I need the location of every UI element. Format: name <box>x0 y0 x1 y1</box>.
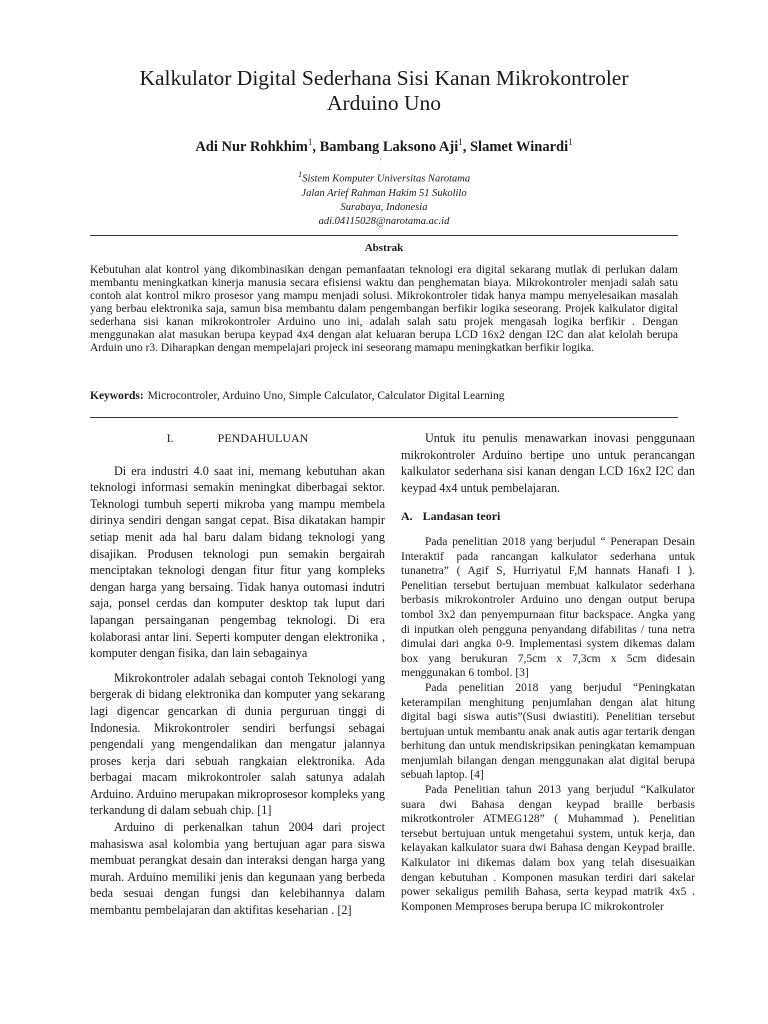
author-affiliation-mark: 1 <box>307 137 313 147</box>
paragraph: Arduino di perkenalkan tahun 2004 dari project mahasiswa asal kolombia yang bertujuan agar para siswa membuat perangkat desain dan interaksi dengan harga yang murah. Arduino memiliki jenis dan kegunaan yang berbeda beda sesuai dengan fungsi dan kelebihannya dalam membantu pembelajaran dan aktifitas keseharian . [2] <box>90 820 385 918</box>
section-title: PENDAHULUAN <box>217 431 309 445</box>
paragraph: Pada penelitian 2018 yang berjudul “ Penerapan Desain Interaktif pada rancangan kalkulator sederhana untuk tunanetra” ( Agif S, Hurriyatul F,M hannats Hanafi I ). Penelitian tersebut bertujuan membuat kalkulator sederhana berbasis mikrokontroler Arduino uno dengan output berupa tombol 3x2 dan penyempurnaan fitur backspace. Angka yang di inputkan oleh pengguna penyandang difabilitas / tuna netra dimulai dari angka 0-9. Implementasi system dikemas dalam box yang berukuran 7,5cm x 7,3cm x 5cm didesain menggunakan 6 tombol. [3] <box>401 535 695 680</box>
paragraph: Di era industri 4.0 saat ini, memang kebutuhan akan teknologi informasi semakin meningkat diberbagai sektor. Teknologi tumbuh seperti mikroba yang mampu membela dirinya sendiri dengan sangat cepat. Bisa dikatakan hampir setiap menit ada hal baru dalam bidang teknologi yang disajikan. Produsen teknologi pun semakin bergairah menciptakan teknologi dengan fitur fitur yang kompleks dengan harga yang bersaing. Tidak hanya outomasi indutri saja, ponsel cerdas dan komputer desktop tak luput dari lapangan persainganan pengembag teknologi. Di era kolaborasi antar lini. Seperti komputer dengan elektronika , komputer dengan fisika, dan lain sebagainya <box>90 463 385 661</box>
paper-title <box>60 66 708 116</box>
left-column <box>90 430 385 919</box>
title-line-2: Arduino Uno <box>326 91 442 115</box>
paragraph: Pada penelitian 2018 yang berjudul “Peningkatan keterampilan menghitung penjumlahan dengan alat hitung digital bagi siswa autis”(Susi dwiastiti). Penelitian tersebut bertujuan untuk membantu anak anak autis agar tertarik dengan berhitung dan untuk mendiskripsikan peningkatan kemampuan menjumlah bilangan dengan menggunakan alat digital berupa sebuah laptop. [4] <box>401 681 695 782</box>
divider-bottom <box>90 417 678 418</box>
paragraph: Pada Penelitian tahun 2013 yang berjudul “Kalkulator suara dwi Bahasa dengan keypad braille berbasis mikrotkontroler ATMEG128” ( Muhammad ). Penelitian tersebut bertujuan untuk mengetahui system, untuk kerja, dan kelayakan kalkulator suara dwi Bahasa dengan Keypad braille. Kalkulator ini dikemas dalam box yang telah disesuaikan dengan kebutuhan . Komponen masukan terdiri dari sakelar power sekaligus pemilih Bahasa, serta keypad matrik 4x5 . Komponen Memproses berupa berupa IC mikrokontroler <box>401 784 695 913</box>
abstract-body <box>90 264 678 355</box>
right-column <box>401 430 695 914</box>
affiliation-block <box>60 167 708 229</box>
divider-top <box>90 235 678 236</box>
affiliation-mark: 1 <box>297 169 303 179</box>
affiliation-street: Jalan Arief Rahman Hakim 51 Sukolilo <box>301 187 467 199</box>
abstract-heading: Abstrak <box>364 242 404 254</box>
abstract-text: Kebutuhan alat kontrol yang dikombinasikan dengan pemanfaatan teknologi era digital sekarang mutlak di perlukan dalam membantu meningkatkan kinerja manusia secara efisiensi waktu dan penghematan biaya. Mikrokontroler menjadi salah satu contoh alat kontrol mikro prosesor yang mampu menjadi solusi. Mikrokontroler tidak hanya mampu menyelesaikan masalah yang berbau elektronika saja, samun bisa membantu dalam pengembangan berfikir logika seseorang. Projek kalkulator digital sederhana sisi kanan mikrokontroler Arduino uno ini, adalah salah satu projek mengasah logika berfikir . Dengan menggunakan alat masukan berupa keypad 4x4 dengan alat keluaran berupa LCD 16x2 dengan I2C dan alat kelolah berupa Arduin uno r3. Diharapkan dengan mempelajari projeck ini seseorang mamapu meningkatkan berfikir logika. <box>90 264 678 354</box>
title-line-1: Kalkulator Digital Sederhana Sisi Kanan Mikrokontroler <box>139 66 629 90</box>
subsection-number: A. <box>401 509 413 524</box>
paragraph: Mikrokontroler adalah sebagai contoh Teknologi yang bergerak di bidang elektronika dan komputer yang sekarang lagi digencar gencarkan di dunia perguruan tinggi di Indonesia. Mikrokontroler sendiri berfungsi sebagai pengendali yang mengendalikan dan mengatur jalannya proses kerja dari sebuah rangkaian elektronika. Ada berbagai macam mikrokontroler salah satunya adalah Arduino. Arduino merupakan mikroprosesor kompleks yang terkandung di dalam sebuah chip. [1] <box>90 670 385 818</box>
stray-mark: ' <box>380 157 382 166</box>
keywords-label: Keywords: <box>90 390 144 402</box>
affiliation-city: Surabaya, Indonesia <box>340 201 428 213</box>
author-separator: , <box>312 138 320 155</box>
author-affiliation-mark: 1 <box>568 137 573 147</box>
affiliation-institution: Sistem Komputer Universitas Narotama <box>302 173 471 185</box>
keywords-text: Microcontroler, Arduino Uno, Simple Calculator, Calculator Digital Learning <box>147 390 505 402</box>
section-heading <box>90 430 385 447</box>
author-name: Slamet Winardi <box>469 138 569 155</box>
author-affiliation-mark: 1 <box>458 137 463 147</box>
affiliation-email: adi.04115028@narotama.ac.id <box>318 215 450 227</box>
author-name: Adi Nur Rohkhim <box>195 138 308 155</box>
section-number: I. <box>166 431 174 445</box>
author-name: Bambang Laksono Aji <box>319 138 459 155</box>
subsection-title: Landasan teori <box>422 509 501 524</box>
author-separator: , <box>462 138 470 155</box>
author-list <box>60 132 708 157</box>
keywords-line <box>90 389 678 403</box>
subsection-heading <box>401 508 695 525</box>
paragraph: Untuk itu penulis menawarkan inovasi penggunaan mikrokontroler Arduino bertipe uno untuk perancangan kalkulator sederhana sisi kanan dengan LCD 16x2 I2C dan keypad 4x4 untuk pembelajaran. <box>401 431 695 495</box>
